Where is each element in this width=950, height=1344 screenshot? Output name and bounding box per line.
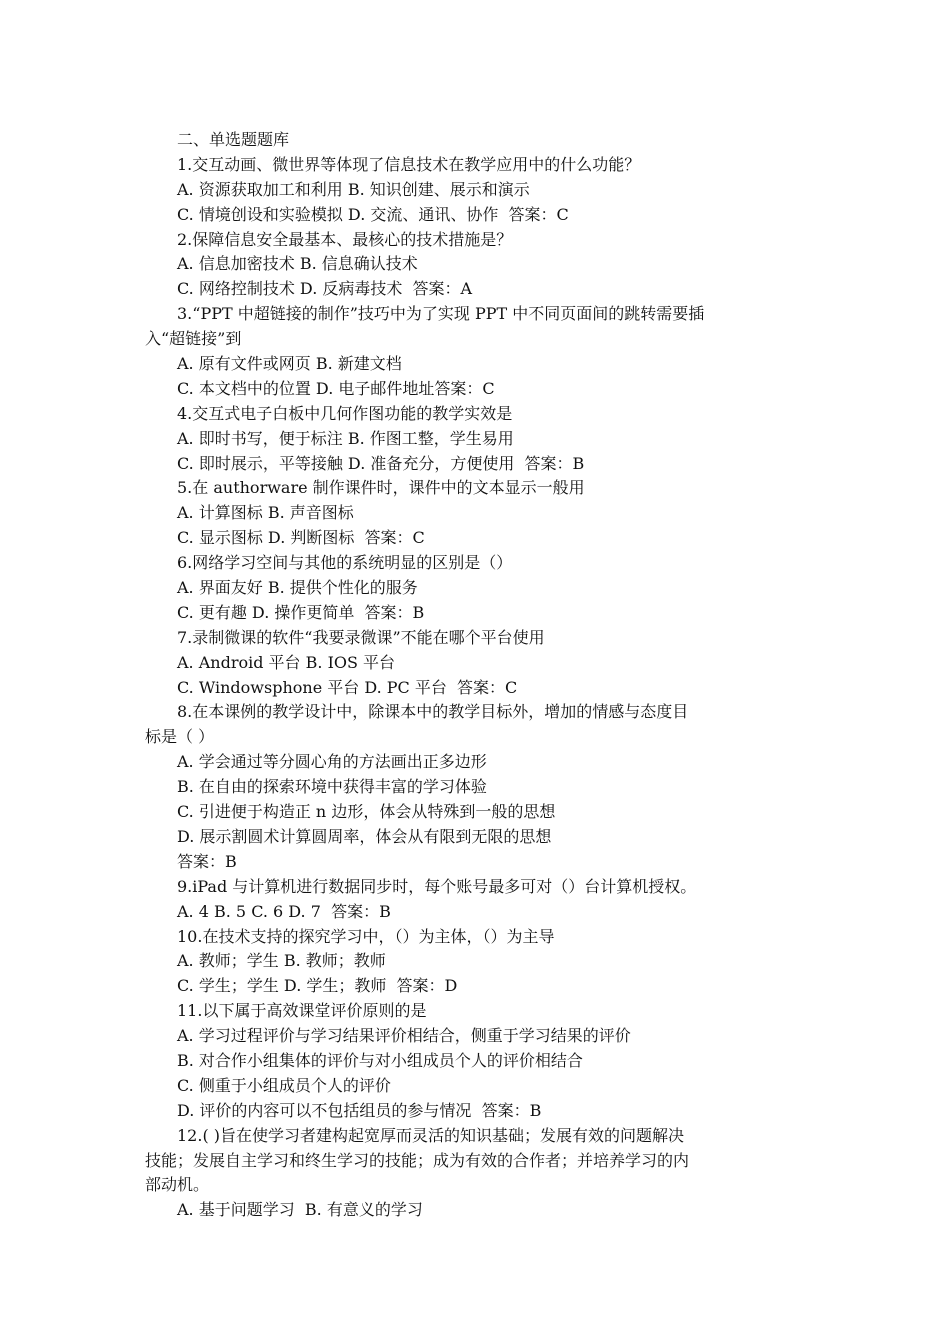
text-line: 6.网络学习空间与其他的系统明显的区别是（） [177,553,513,573]
text-line: A. 基于问题学习 B. 有意义的学习 [177,1200,423,1220]
text-line: 二、单选题题库 [177,130,290,149]
text-line: A. 计算图标 B. 声音图标 [177,503,354,523]
text-line: D. 展示割圆术计算圆周率，体会从有限到无限的思想 [177,826,552,846]
text-line: 部动机。 [145,1175,210,1195]
text-line: A. 资源获取加工和利用 B. 知识创建、展示和演示 [177,179,530,199]
text-line: 标是（ ） [145,727,215,747]
text-line: 10.在技术支持的探究学习中，（）为主体，（）为主导 [177,926,555,946]
text-line: A. 信息加密技术 B. 信息确认技术 [177,254,418,274]
text-line: A. 教师；学生 B. 教师；教师 [177,951,386,971]
text-line: B. 对合作小组集体的评价与对小组成员个人的评价相结合 [177,1050,583,1070]
text-line: A. 学会通过等分圆心角的方法画出正多边形 [177,752,487,772]
text-line: 入“超链接”到 [145,329,242,349]
text-line: 12.( )旨在使学习者建构起宽厚而灵活的知识基础；发展有效的问题解决 [177,1125,685,1145]
text-line: 8.在本课例的教学设计中，除课本中的教学目标外，增加的情感与态度目 [177,702,689,722]
text-line: C. 引进便于构造正 n 边形，体会从特殊到一般的思想 [177,802,556,822]
document-page [145,128,815,1223]
text-line: A. 原有文件或网页 B. 新建文档 [177,354,402,374]
text-line: C. 即时展示，平等接触 D. 准备充分，方便使用 答案：B [177,453,585,473]
text-line: A. 界面友好 B. 提供个性化的服务 [177,578,418,598]
text-line: C. 网络控制技术 D. 反病毒技术 答案：A [177,279,473,299]
text-line: 11.以下属于高效课堂评价原则的是 [177,1001,427,1021]
text-line: 2.保障信息安全最基本、最核心的技术措施是？ [177,229,513,249]
text-line: C. 本文档中的位置 D. 电子邮件地址答案：C [177,378,495,398]
text-line: 答案：B [177,851,237,871]
text-line: B. 在自由的探索环境中获得丰富的学习体验 [177,777,487,797]
text-line: A. Android 平台 B. IOS 平台 [177,652,396,672]
text-line: C. 学生；学生 D. 学生；教师 答案：D [177,976,458,996]
text-line: D. 评价的内容可以不包括组员的参与情况 答案：B [177,1100,542,1120]
text-line: 1.交互动画、微世界等体现了信息技术在教学应用中的什么功能？ [177,154,641,174]
text-line: 7.录制微课的软件“我要录微课”不能在哪个平台使用 [177,627,545,647]
text-line: 9.iPad 与计算机进行数据同步时，每个账号最多可对（）台计算机授权。 [177,876,697,896]
text-line: 5.在 authorware 制作课件时，课件中的文本显示一般用 [177,478,585,498]
text-line: 技能；发展自主学习和终生学习的技能；成为有效的合作者；并培养学习的内 [145,1150,690,1170]
text-line: A. 4 B. 5 C. 6 D. 7 答案：B [177,901,391,921]
text-line: A. 即时书写，便于标注 B. 作图工整，学生易用 [177,428,514,448]
text-line: A. 学习过程评价与学习结果评价相结合，侧重于学习结果的评价 [177,1026,631,1046]
text-line: C. 情境创设和实验模拟 D. 交流、通讯、协作 答案：C [177,204,569,224]
text-line: C. 侧重于小组成员个人的评价 [177,1075,391,1095]
text-line: 3.“PPT 中超链接的制作”技巧中为了实现 PPT 中不同页面间的跳转需要插 [177,304,705,324]
text-line: C. 更有趣 D. 操作更简单 答案：B [177,602,425,622]
text-line: 4.交互式电子白板中几何作图功能的教学实效是 [177,403,513,423]
text-line: C. Windowsphone 平台 D. PC 平台 答案：C [177,677,518,697]
text-line: C. 显示图标 D. 判断图标 答案：C [177,528,425,548]
